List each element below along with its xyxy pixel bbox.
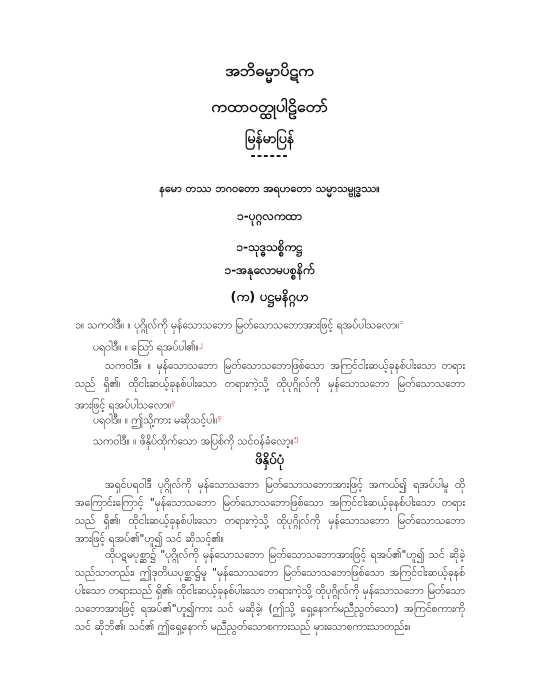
footnote-marker[interactable]: ၅ bbox=[293, 434, 298, 442]
paragraph-text: သကဝါဒီ။ ။ မှန်သောသဘော မြတ်သောသဘောဖြစ်သော အကြင်ငါးဆယ့်ခုနစ်ပါးသော တရားသည် ရှိ၏၊ ထိုငါးဆယ့်ခုနစ်ပါးသော တရားကဲ့သို့ ထိုပုဂ္ဂိုလ်ကို မှန်သောသဘော မြတ်သောသဘောအားဖြင့် ရအပ်ပါသလော။ bbox=[75, 360, 465, 412]
paragraph-text: ပရဝါဒီ။ ။ ဤသို့ကား မဆိုသင့်ပါ။ bbox=[93, 414, 218, 427]
paragraph-1 bbox=[75, 313, 465, 335]
paragraph-5 bbox=[93, 429, 465, 451]
subsection-heading: ၁-အနုလောမပစ္စနိက် bbox=[224, 263, 315, 277]
document-subtitle: ကထာဝတ္ထုပါဠိတော် bbox=[211, 97, 328, 116]
homage-line: နမော တဿ ဘဂဝတော အရဟတော သမ္မာသမ္ဗုဒ္ဓဿ။ bbox=[159, 182, 380, 195]
summary-paragraph-1: အရှင်ပရဝါဒီ ပုဂ္ဂိုလ်ကို မှန်သောသဘော မြတ်သောသဘောအားဖြင့် အကယ်၍ ရအပ်ပါမူ ထိုအကြောင်းကြောင့် "မှန်သောသဘော မြတ်သောသဘောဖြစ်သော အကြင်ငါးဆယ့်ခုနစ်ပါးသော တရားသည် ရှိ၏၊ ထိုငါးဆယ့်ခုနစ်ပါးသော တရားကဲ့သို့ ထိုပုဂ္ဂိုလ်ကို မှန်သောသဘော မြတ်သောသဘောအားဖြင့် ရအပ်၏"ဟူ၍ သင် ဆိုသင့်၏။ bbox=[75, 479, 465, 545]
paragraph-3 bbox=[75, 357, 465, 415]
footnote-marker[interactable]: ၄ bbox=[217, 413, 222, 421]
footnote-marker[interactable]: ၁ bbox=[399, 318, 404, 326]
paragraph-4 bbox=[93, 408, 465, 430]
footnote-marker[interactable]: ၃ bbox=[171, 398, 176, 406]
paragraph-2 bbox=[93, 335, 465, 357]
paragraph-text: ပရဝါဒီ။ ။ ဩော် ရအပ်ပါ၏။ bbox=[93, 341, 199, 354]
language-label: မြန်မာပြန် bbox=[245, 131, 294, 147]
paragraph-text: သကဝါဒီ။ ။ ဖိနှိပ်ထိုက်သော အပြစ်ကို သင်ဝန်ခံလော့။ bbox=[93, 435, 294, 448]
divider: ------ bbox=[250, 149, 289, 164]
chapter-heading: ၁-ပုဂ္ဂလကထာ bbox=[237, 209, 302, 223]
document-title: အဘိဓမ္မာပိဋက bbox=[225, 61, 314, 80]
topic-heading: (က) ပဋ္ဌမနိဂ္ဂဟ bbox=[230, 290, 309, 305]
footnote-marker[interactable]: ၂ bbox=[198, 340, 203, 348]
summary-heading: ဖိနှိပ်ပုံ bbox=[255, 453, 284, 468]
paragraph-text: ၁။ သကဝါဒီ။ ။ ပုဂ္ဂိုလ်ကို မှန်သောသဘော မြတ်သောသဘောအားဖြင့် ရအပ်ပါသလော။ bbox=[75, 319, 400, 332]
summary-paragraph-2: ထိုပဋမပုစ္ဆာ၌ "ပုဂ္ဂိုလ်ကို မှန်သောသဘော မြတ်သောသဘောအားဖြင့် ရအပ်၏"ဟူ၍ သင် ဆိုခဲ့သည်သာတည်း၊ ဤဒုတိယပုစ္ဆာ၌မူ "မှန်သောသဘော မြတ်သောသဘောဖြစ်သော အကြင်ငါးဆယ့်ခုနစ်ပါးသော တရားသည် ရှိ၏၊ ထိုငါးဆယ့်ခုနစ်ပါးသော တရားကဲ့သို့ ထိုပုဂ္ဂိုလ်ကို မှန်သောသဘော မြတ်သောသဘောအားဖြင့် ရအပ်၏"ဟူ၍ကား သင် မဆိုခဲ့၊ (ဤသို့ ရှေ့နောက်မညီညွတ်သော) အကြင်စကားကို သင် ဆိုဘိ၏၊ သင်၏ ဤရှေ့နောက် မညီညွတ်သောစကားသည် မှားသောစကားသာတည်း။ bbox=[75, 549, 465, 633]
section-heading: ၁-သုဒ္ဓသစ္စိကဋ္ဌ bbox=[236, 240, 303, 254]
